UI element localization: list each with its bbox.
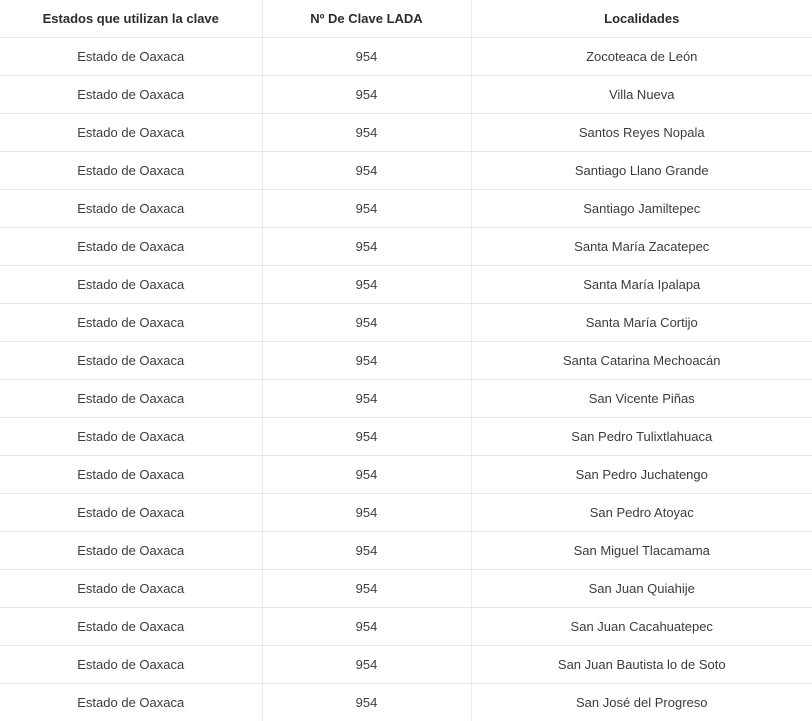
cell-estado: Estado de Oaxaca	[0, 342, 262, 380]
cell-clave: 954	[262, 494, 471, 532]
table-header	[0, 0, 812, 38]
cell-localidad: San Juan Cacahuatepec	[471, 608, 812, 646]
cell-clave: 954	[262, 342, 471, 380]
cell-estado: Estado de Oaxaca	[0, 190, 262, 228]
cell-clave: 954	[262, 380, 471, 418]
table-row	[0, 380, 812, 418]
table-row	[0, 266, 812, 304]
cell-clave: 954	[262, 418, 471, 456]
cell-estado: Estado de Oaxaca	[0, 418, 262, 456]
cell-clave: 954	[262, 684, 471, 721]
cell-localidad: San Juan Quiahije	[471, 570, 812, 608]
cell-localidad: Santa María Cortijo	[471, 304, 812, 342]
table-row	[0, 304, 812, 342]
header-estados: Estados que utilizan la clave	[0, 0, 262, 38]
table-row	[0, 646, 812, 684]
cell-clave: 954	[262, 152, 471, 190]
table-row	[0, 152, 812, 190]
cell-localidad: Villa Nueva	[471, 76, 812, 114]
cell-clave: 954	[262, 38, 471, 76]
table-row	[0, 532, 812, 570]
table-row	[0, 76, 812, 114]
cell-estado: Estado de Oaxaca	[0, 684, 262, 721]
cell-estado: Estado de Oaxaca	[0, 608, 262, 646]
cell-localidad: Santa María Zacatepec	[471, 228, 812, 266]
cell-estado: Estado de Oaxaca	[0, 456, 262, 494]
cell-clave: 954	[262, 570, 471, 608]
header-clave-lada: Nº De Clave LADA	[262, 0, 471, 38]
header-localidades: Localidades	[471, 0, 812, 38]
cell-estado: Estado de Oaxaca	[0, 570, 262, 608]
cell-localidad: San Vicente Piñas	[471, 380, 812, 418]
cell-localidad: Santiago Llano Grande	[471, 152, 812, 190]
cell-estado: Estado de Oaxaca	[0, 646, 262, 684]
cell-estado: Estado de Oaxaca	[0, 152, 262, 190]
cell-localidad: Santos Reyes Nopala	[471, 114, 812, 152]
table-row	[0, 608, 812, 646]
table-row	[0, 228, 812, 266]
cell-estado: Estado de Oaxaca	[0, 304, 262, 342]
cell-localidad: Santa Catarina Mechoacán	[471, 342, 812, 380]
cell-localidad: San Pedro Tulixtlahuaca	[471, 418, 812, 456]
cell-localidad: Zocoteaca de León	[471, 38, 812, 76]
cell-clave: 954	[262, 608, 471, 646]
cell-estado: Estado de Oaxaca	[0, 380, 262, 418]
cell-estado: Estado de Oaxaca	[0, 494, 262, 532]
cell-localidad: San Pedro Juchatengo	[471, 456, 812, 494]
table-row	[0, 570, 812, 608]
cell-localidad: San Pedro Atoyac	[471, 494, 812, 532]
cell-clave: 954	[262, 266, 471, 304]
cell-clave: 954	[262, 646, 471, 684]
cell-clave: 954	[262, 456, 471, 494]
cell-clave: 954	[262, 76, 471, 114]
cell-estado: Estado de Oaxaca	[0, 266, 262, 304]
cell-clave: 954	[262, 114, 471, 152]
cell-estado: Estado de Oaxaca	[0, 38, 262, 76]
table-row	[0, 684, 812, 721]
table-body	[0, 38, 812, 721]
cell-localidad: Santiago Jamiltepec	[471, 190, 812, 228]
cell-localidad: Santa María Ipalapa	[471, 266, 812, 304]
cell-estado: Estado de Oaxaca	[0, 532, 262, 570]
header-row	[0, 0, 812, 38]
cell-clave: 954	[262, 532, 471, 570]
cell-localidad: San José del Progreso	[471, 684, 812, 721]
cell-localidad: San Miguel Tlacamama	[471, 532, 812, 570]
cell-estado: Estado de Oaxaca	[0, 76, 262, 114]
table-row	[0, 418, 812, 456]
table-row	[0, 38, 812, 76]
cell-estado: Estado de Oaxaca	[0, 228, 262, 266]
table-row	[0, 342, 812, 380]
cell-clave: 954	[262, 228, 471, 266]
cell-clave: 954	[262, 190, 471, 228]
table-row	[0, 190, 812, 228]
table-row	[0, 114, 812, 152]
cell-estado: Estado de Oaxaca	[0, 114, 262, 152]
cell-clave: 954	[262, 304, 471, 342]
table-row	[0, 494, 812, 532]
table-row	[0, 456, 812, 494]
cell-localidad: San Juan Bautista lo de Soto	[471, 646, 812, 684]
